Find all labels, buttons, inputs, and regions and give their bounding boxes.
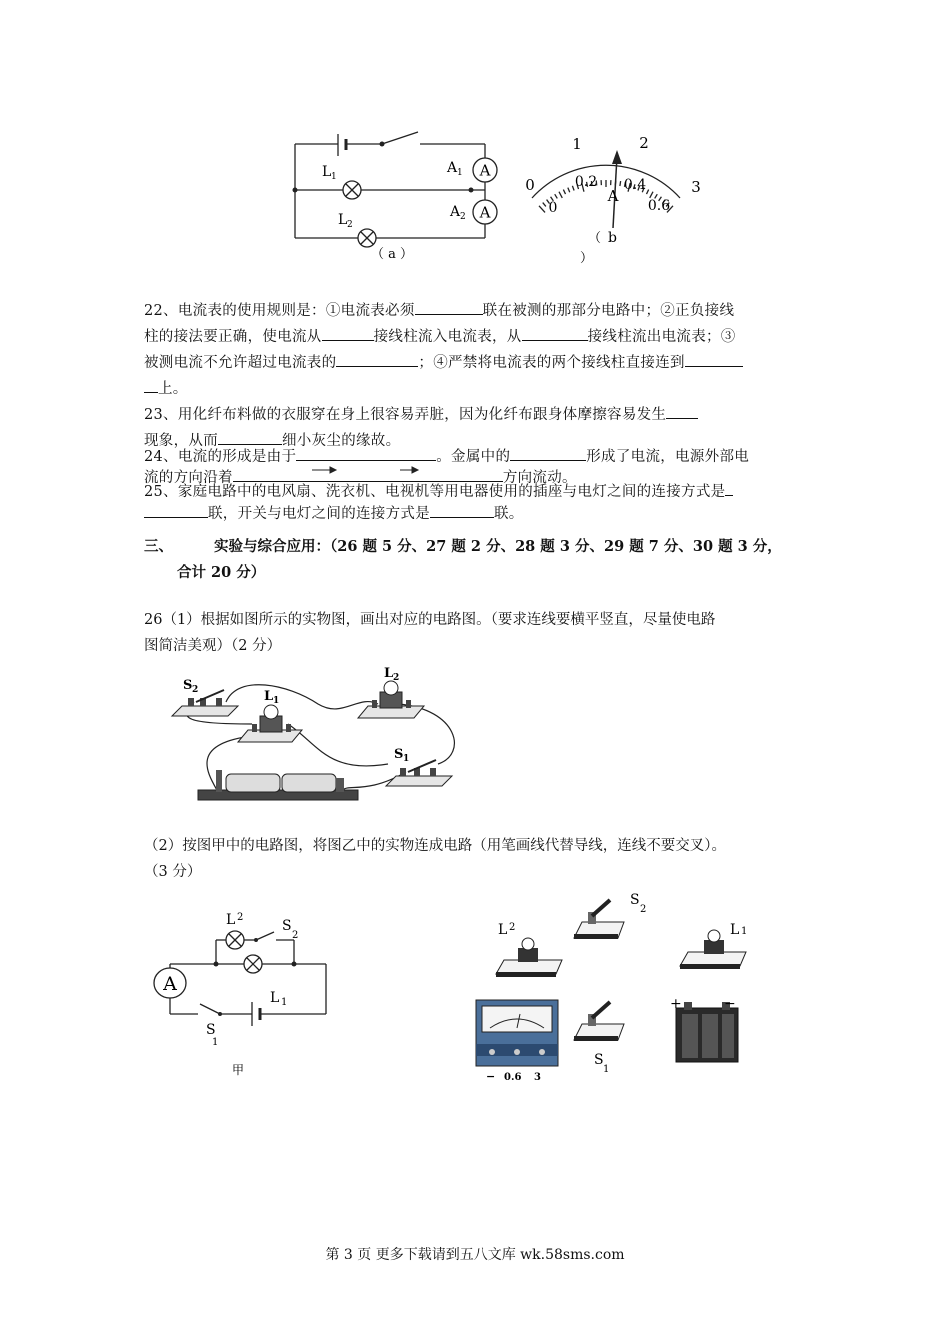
q25-line-1: 25、家庭电路中的电风扇、洗衣机、电视机等用电器使用的插座与电灯之间的连接方式是	[144, 481, 814, 503]
dial-tick	[539, 206, 545, 213]
q25-line-2: 联，开关与电灯之间的连接方式是 联。	[144, 503, 814, 525]
figure-a-circuit	[280, 128, 510, 268]
figure-b-ammeter-dial	[518, 128, 713, 268]
yi-lamp-l2-photo	[496, 938, 562, 977]
yi-switch-s2-photo	[574, 900, 624, 939]
q24-blank-2[interactable]	[510, 446, 586, 461]
lower-scale-1: 0.2	[574, 174, 598, 190]
q26-part-2-line-1: （2）按图甲中的电路图，将图乙中的实物连成电路（用笔画线代替导线，连线不要交叉）。	[144, 838, 726, 854]
dial-tick	[620, 181, 621, 186]
q23-line-1: 23、用化纤布料做的衣服穿在身上很容易弄脏，因为化纤布跟身体摩擦容易发生	[144, 402, 814, 428]
jia-label-s2-sub: 2	[292, 930, 299, 941]
dial-tick	[647, 190, 649, 195]
page-footer: 第 3 页 更多下载请到五八文库 wk.58sms.com	[325, 1247, 625, 1263]
q26-part-2	[144, 833, 824, 885]
photo-label-l2: L	[384, 666, 394, 681]
label-a2-sub: 2	[460, 212, 466, 222]
photo-label-s2: S	[183, 678, 193, 693]
label-l1: L	[322, 164, 332, 180]
yi-meter-terminal-neg: −	[486, 1070, 496, 1083]
jia-label-l2: L	[226, 912, 236, 928]
lamp-l2-photo	[358, 681, 424, 718]
upper-scale-1: 1	[572, 135, 582, 153]
photo-label-s2-sub: 2	[192, 685, 199, 695]
q22-line-4: 上。	[144, 376, 814, 402]
jia-ammeter-letter: A	[163, 973, 177, 995]
q22-blank-2[interactable]	[322, 326, 374, 341]
caption-a: （ a ）	[370, 247, 414, 262]
jia-label-s2: S	[282, 918, 292, 934]
question-22	[144, 298, 814, 402]
q25-blank-2[interactable]	[430, 503, 494, 518]
q22-blank-1[interactable]	[415, 300, 483, 315]
caption-b-letter: b	[608, 230, 617, 246]
yi-label-s2-sub: 2	[640, 904, 647, 915]
jia-label-l2-sub: 2	[237, 912, 244, 923]
yi-label-s2: S	[630, 892, 640, 908]
q22-blank-5[interactable]	[685, 352, 743, 367]
q23-line-2: 现象，从而 细小灰尘的缘故。	[144, 428, 814, 454]
dial-tick	[650, 192, 653, 198]
section-3-title: 实验与综合应用：（26 题 5 分、27 题 2 分、28 题 3 分、29 题 7 分、30 题 3 分，	[214, 538, 782, 555]
yi-label-l2: L	[498, 922, 508, 938]
lamp-l1-symbol	[343, 181, 361, 199]
figure-jia-circuit	[148, 904, 348, 1084]
label-a1-sub: 1	[457, 168, 463, 178]
question-25	[144, 481, 814, 525]
battery-holder-photo	[198, 770, 358, 800]
q26-part-2-line-2: （3 分）	[144, 864, 202, 880]
photo-label-l2-sub: 2	[393, 673, 400, 683]
lamp-l2-symbol	[358, 229, 376, 247]
q22-blank-3[interactable]	[522, 326, 588, 341]
label-l2-sub: 2	[347, 220, 353, 230]
label-l1-sub: 1	[331, 172, 337, 182]
jia-lamp-l2-symbol	[226, 931, 244, 949]
dial-tick	[568, 188, 570, 193]
yi-label-l1-sub: 1	[741, 926, 748, 937]
switch-s2-photo	[172, 690, 238, 716]
q26-part-1-line-1: 26（1）根据如图所示的实物图，画出对应的电路图。（要求连线要横平竖直，尽量使电路	[144, 612, 716, 628]
dial-tick	[543, 203, 546, 207]
photo-label-s1: S	[394, 747, 404, 762]
figure-yi-components	[470, 884, 760, 1084]
upper-scale-2: 2	[639, 134, 649, 152]
dial-tick	[559, 192, 562, 198]
ammeter-a2-letter: A	[479, 203, 491, 222]
q22-blank-5b[interactable]	[144, 378, 158, 393]
ammeter-a1-letter: A	[479, 161, 491, 180]
yi-battery-plus: +	[670, 996, 682, 1012]
q24-blank-1[interactable]	[296, 446, 436, 461]
q22-blank-4[interactable]	[336, 352, 418, 367]
section-3-number: 三、	[144, 538, 173, 555]
switch-s1-photo	[386, 760, 452, 786]
lower-scale-2: 0.4	[623, 177, 647, 193]
q24-direction-arrows	[300, 462, 430, 478]
label-a2: A	[450, 204, 461, 220]
yi-label-l2-sub: 2	[509, 922, 516, 933]
physical-circuit-photo	[168, 664, 468, 806]
jia-lamp-l1-symbol	[244, 955, 262, 973]
upper-scale-0: 0	[525, 176, 535, 194]
yi-switch-s1-photo	[574, 1002, 624, 1041]
yi-meter-terminal-06: 0.6	[504, 1072, 522, 1083]
q22-line-3: 被测电流不允许超过电流表的 ；④严禁将电流表的两个接线柱直接连到	[144, 350, 814, 376]
jia-label-l1-sub: 1	[281, 997, 288, 1008]
yi-label-l1: L	[730, 922, 740, 938]
section-3-heading	[144, 534, 824, 586]
q24-line-1: 24、电流的形成是由于 。金属中的 形成了电流，电源外部电	[144, 446, 814, 467]
photo-label-l1-sub: 1	[273, 696, 280, 706]
q22-line-2: 柱的接法要正确，使电流从 接线柱流入电流表，从 接线柱流出电流表；③	[144, 324, 814, 350]
q25-blank-1a[interactable]	[725, 481, 733, 496]
label-a1: A	[447, 160, 458, 176]
photo-label-s1-sub: 1	[403, 754, 410, 764]
q23-blank-2[interactable]	[218, 430, 282, 445]
dial-tick	[563, 190, 565, 195]
jia-label-s1-sub: 1	[212, 1037, 219, 1048]
photo-label-l1: L	[264, 689, 274, 704]
yi-label-s1: S	[594, 1052, 604, 1068]
upper-scale-3: 3	[691, 178, 701, 196]
jia-caption: 甲	[231, 1063, 245, 1077]
yi-battery-minus: −	[724, 996, 736, 1012]
label-l2: L	[338, 212, 348, 228]
jia-label-s1: S	[206, 1022, 216, 1038]
lower-scale-3: 0.6	[647, 198, 671, 214]
q23-blank-1[interactable]	[666, 404, 698, 419]
jia-label-l1: L	[270, 990, 280, 1006]
yi-label-s1-sub: 1	[603, 1064, 610, 1075]
caption-b-close: ）	[580, 251, 594, 266]
yi-meter-terminal-3: 3	[534, 1072, 541, 1083]
q26-part-1	[144, 607, 824, 659]
section-3-title-line2: 合计 20 分）	[177, 564, 266, 581]
lower-scale-0: 0	[548, 200, 558, 216]
q24-line-2: 流的方向沿着 方向流动。	[144, 467, 814, 488]
q22-line-1: 22、电流表的使用规则是：①电流表必须 联在被测的那部分电路中；②正负接线	[144, 298, 814, 324]
caption-b-open: （	[588, 231, 602, 246]
yi-ammeter-photo	[476, 1000, 558, 1066]
q25-blank-1[interactable]	[144, 503, 208, 518]
dial-tick	[572, 186, 574, 191]
dial-tick	[555, 194, 558, 198]
q26-part-1-line-2: 图简洁美观）（2 分）	[144, 638, 282, 654]
dial-unit-letter: A	[607, 187, 619, 205]
